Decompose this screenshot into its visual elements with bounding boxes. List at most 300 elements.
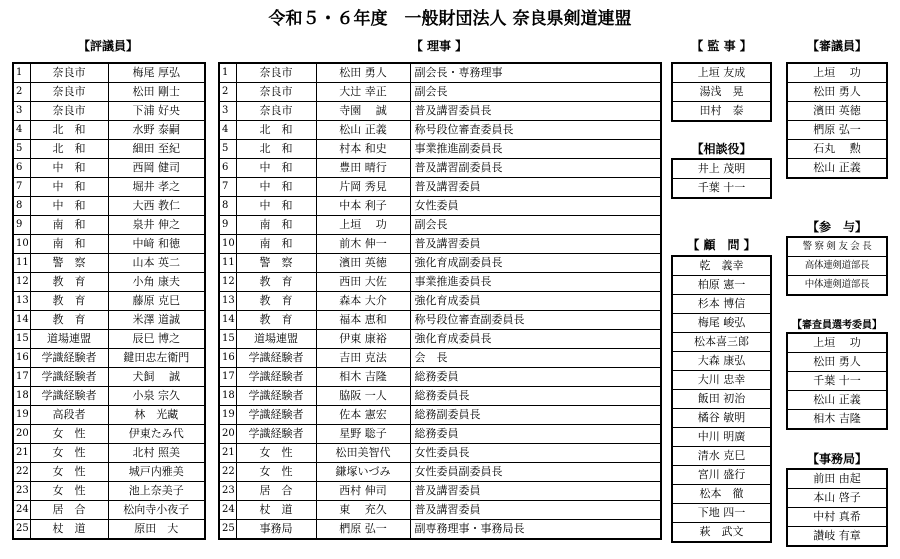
row-number: 15 (13, 330, 30, 349)
member-name: 湯浅 晃 (672, 83, 771, 102)
region: 教 育 (236, 292, 316, 311)
member-name: 本山 啓子 (787, 489, 887, 508)
jimukyoku-row (787, 469, 887, 489)
member-name: 中﨑 和徳 (108, 235, 205, 254)
member-name: 相木 吉隆 (316, 368, 410, 387)
hyogiin-header: 【評議員】 (77, 39, 138, 53)
member-name: 原田 大 (108, 520, 205, 540)
region: 高段者 (30, 406, 108, 425)
row-number: 13 (219, 292, 236, 311)
riji-row (219, 349, 661, 368)
jimukyoku-row (787, 527, 887, 547)
riji-row (219, 63, 661, 83)
shingiin-row (787, 63, 887, 83)
member-name: 濱田 英徳 (787, 102, 887, 121)
role: 事業推進委員長 (410, 273, 661, 292)
row-number: 8 (13, 197, 30, 216)
sodanyaku-row (672, 179, 771, 199)
hyogiin-row (13, 330, 205, 349)
row-number: 10 (13, 235, 30, 254)
riji-row (219, 121, 661, 140)
member-name: 米澤 道誠 (108, 311, 205, 330)
region: 女 性 (30, 463, 108, 482)
member-name: 乾 義幸 (672, 256, 771, 276)
member-name: 中村 真希 (787, 508, 887, 527)
riji-row (219, 254, 661, 273)
riji-row (219, 387, 661, 406)
riji-row (219, 140, 661, 159)
region: 北 和 (30, 140, 108, 159)
hyogiin-row (13, 368, 205, 387)
komon-row (672, 256, 771, 276)
region: 中 和 (30, 197, 108, 216)
riji-row (219, 368, 661, 387)
riji-row (219, 444, 661, 463)
role: 事業推進副委員長 (410, 140, 661, 159)
kanji-row (672, 83, 771, 102)
role: 普及講習委員長 (410, 102, 661, 121)
jimukyoku-table (786, 468, 888, 547)
hyogiin-row (13, 140, 205, 159)
hyogiin-row (13, 159, 205, 178)
row-number: 7 (13, 178, 30, 197)
row-number: 1 (219, 63, 236, 83)
hyogiin-table (12, 62, 206, 540)
region: 居 合 (30, 501, 108, 520)
senko-row (787, 372, 887, 391)
member-name: 中川 明廣 (672, 428, 771, 447)
hyogiin-row (13, 63, 205, 83)
hyogiin-row (13, 311, 205, 330)
member-name: 杉本 博信 (672, 295, 771, 314)
region: 奈良市 (236, 83, 316, 102)
region: 南 和 (30, 216, 108, 235)
shingiin-row (787, 121, 887, 140)
riji-row (219, 330, 661, 349)
komon-row (672, 333, 771, 352)
role: 副専務理事・事務局長 (410, 520, 661, 540)
row-number: 4 (219, 121, 236, 140)
row-number: 13 (13, 292, 30, 311)
region: 奈良市 (236, 102, 316, 121)
region: 事務局 (236, 520, 316, 540)
member-name: 松本 徹 (672, 485, 771, 504)
region: 警 察 (30, 254, 108, 273)
role: 副会長 (410, 83, 661, 102)
riji-table (218, 62, 662, 540)
region: 教 育 (30, 292, 108, 311)
sanyo-row (787, 276, 887, 296)
role: 普及講習委員 (410, 501, 661, 520)
senko-row (787, 353, 887, 372)
role: 普及講習委員 (410, 482, 661, 501)
member-name: 伊東たみ代 (108, 425, 205, 444)
member-name: 伊東 康裕 (316, 330, 410, 349)
member-name: 椚原 弘一 (316, 520, 410, 540)
role: 称号段位審査副委員長 (410, 311, 661, 330)
row-number: 5 (13, 140, 30, 159)
member-name: 藤原 克巳 (108, 292, 205, 311)
member-name: 飯田 初治 (672, 390, 771, 409)
member-name: 田村 泰 (672, 102, 771, 122)
hyogiin-row (13, 235, 205, 254)
member-name: 福本 恵和 (316, 311, 410, 330)
hyogiin-row (13, 520, 205, 540)
row-number: 18 (13, 387, 30, 406)
member-name: 水野 泰嗣 (108, 121, 205, 140)
hyogiin-row (13, 482, 205, 501)
row-number: 11 (219, 254, 236, 273)
member-name: 上垣 功 (316, 216, 410, 235)
row-number: 25 (13, 520, 30, 540)
row-number: 11 (13, 254, 30, 273)
member-name: 城戸内雅美 (108, 463, 205, 482)
kanji-row (672, 102, 771, 122)
komon-row (672, 276, 771, 295)
member-name: 脇阪 一人 (316, 387, 410, 406)
region: 中 和 (236, 178, 316, 197)
jimukyoku-row (787, 508, 887, 527)
member-name: 豊田 晴行 (316, 159, 410, 178)
hyogiin-row (13, 292, 205, 311)
region: 道場連盟 (30, 330, 108, 349)
region: 中 和 (30, 159, 108, 178)
row-number: 24 (219, 501, 236, 520)
region: 女 性 (30, 482, 108, 501)
row-number: 16 (219, 349, 236, 368)
member-name: 泉井 伸之 (108, 216, 205, 235)
member-name: 警 察 剣 友 会 長 (787, 237, 887, 257)
region: 女 性 (236, 444, 316, 463)
sanyo-row (787, 237, 887, 257)
region: 南 和 (236, 216, 316, 235)
row-number: 3 (219, 102, 236, 121)
row-number: 14 (219, 311, 236, 330)
row-number: 2 (13, 83, 30, 102)
member-name: 星野 聡子 (316, 425, 410, 444)
region: 南 和 (236, 235, 316, 254)
member-name: 西村 伸司 (316, 482, 410, 501)
region: 教 育 (30, 273, 108, 292)
member-name: 犬飼 誠 (108, 368, 205, 387)
member-name: 森本 大介 (316, 292, 410, 311)
komon-row (672, 295, 771, 314)
region: 教 育 (30, 311, 108, 330)
member-name: 椚原 弘一 (787, 121, 887, 140)
member-name: 上垣 功 (787, 63, 887, 83)
role: 総務委員長 (410, 387, 661, 406)
kanji-row (672, 63, 771, 83)
riji-header: 【 理事 】 (410, 39, 468, 53)
region: 女 性 (236, 463, 316, 482)
region: 学識経験者 (236, 368, 316, 387)
member-name: 梅尾 峻弘 (672, 314, 771, 333)
sodanyaku-row (672, 159, 771, 179)
riji-row (219, 425, 661, 444)
shingiin-row (787, 140, 887, 159)
region: 中 和 (30, 178, 108, 197)
komon-row (672, 485, 771, 504)
row-number: 25 (219, 520, 236, 540)
member-name: 柏原 憲一 (672, 276, 771, 295)
region: 杖 道 (236, 501, 316, 520)
region: 学識経験者 (236, 349, 316, 368)
row-number: 4 (13, 121, 30, 140)
region: 杖 道 (30, 520, 108, 540)
member-name: 大西 教仁 (108, 197, 205, 216)
row-number: 2 (219, 83, 236, 102)
hyogiin-row (13, 425, 205, 444)
hyogiin-row (13, 83, 205, 102)
member-name: 前田 由起 (787, 469, 887, 489)
member-name: 大川 忠幸 (672, 371, 771, 390)
member-name: 村本 和史 (316, 140, 410, 159)
komon-row (672, 523, 771, 543)
member-name: 松田 勇人 (316, 63, 410, 83)
hyogiin-row (13, 216, 205, 235)
member-name: 山本 英二 (108, 254, 205, 273)
row-number: 6 (13, 159, 30, 178)
role: 副会長・専務理事 (410, 63, 661, 83)
hyogiin-row (13, 102, 205, 121)
member-name: 井上 茂明 (672, 159, 771, 179)
member-name: 辰巳 博之 (108, 330, 205, 349)
komon-row (672, 390, 771, 409)
senko-row (787, 410, 887, 430)
region: 学識経験者 (30, 368, 108, 387)
role: 普及講習委員 (410, 178, 661, 197)
region: 居 合 (236, 482, 316, 501)
senko-header: 【審査員選考委員】 (792, 320, 882, 331)
member-name: 萩 武文 (672, 523, 771, 543)
komon-row (672, 466, 771, 485)
page-title: 令和５・６年度 一般財団法人 奈良県剣道連盟 (268, 9, 632, 29)
member-name: 松田 勇人 (787, 353, 887, 372)
hyogiin-row (13, 273, 205, 292)
hyogiin-row (13, 444, 205, 463)
member-name: 西岡 健司 (108, 159, 205, 178)
role: 女性委員副委員長 (410, 463, 661, 482)
member-name: 松田 剛士 (108, 83, 205, 102)
member-name: 北村 照美 (108, 444, 205, 463)
role: 副会長 (410, 216, 661, 235)
riji-row (219, 482, 661, 501)
region: 奈良市 (30, 83, 108, 102)
role: 女性委員長 (410, 444, 661, 463)
region: 警 察 (236, 254, 316, 273)
riji-row (219, 292, 661, 311)
region: 北 和 (236, 121, 316, 140)
role: 称号段位審査委員長 (410, 121, 661, 140)
row-number: 9 (219, 216, 236, 235)
row-number: 20 (219, 425, 236, 444)
sanyo-table (786, 236, 888, 296)
hyogiin-row (13, 463, 205, 482)
role: 総務副委員長 (410, 406, 661, 425)
riji-row (219, 197, 661, 216)
member-name: 林 光藏 (108, 406, 205, 425)
region: 教 育 (236, 273, 316, 292)
member-name: 片岡 秀見 (316, 178, 410, 197)
member-name: 讃岐 有章 (787, 527, 887, 547)
row-number: 1 (13, 63, 30, 83)
member-name: 西田 大佐 (316, 273, 410, 292)
member-name: 橘谷 敏明 (672, 409, 771, 428)
region: 教 育 (236, 311, 316, 330)
kanji-header: 【 監 事 】 (691, 39, 752, 53)
member-name: 千葉 十一 (787, 372, 887, 391)
komon-row (672, 409, 771, 428)
row-number: 7 (219, 178, 236, 197)
member-name: 上垣 功 (787, 333, 887, 353)
riji-row (219, 463, 661, 482)
komon-row (672, 314, 771, 333)
region: 道場連盟 (236, 330, 316, 349)
member-name: 鎌塚いづみ (316, 463, 410, 482)
region: 学識経験者 (236, 387, 316, 406)
shingiin-row (787, 102, 887, 121)
riji-row (219, 311, 661, 330)
senko-row (787, 333, 887, 353)
senko-row (787, 391, 887, 410)
sodanyaku-table (671, 158, 772, 199)
hyogiin-row (13, 178, 205, 197)
row-number: 22 (219, 463, 236, 482)
role: 会 長 (410, 349, 661, 368)
member-name: 宮川 盛行 (672, 466, 771, 485)
riji-row (219, 520, 661, 540)
member-name: 梅尾 厚弘 (108, 63, 205, 83)
role: 総務委員 (410, 368, 661, 387)
member-name: 松本喜三郎 (672, 333, 771, 352)
region: 学識経験者 (236, 425, 316, 444)
role: 普及講習委員 (410, 235, 661, 254)
hyogiin-row (13, 406, 205, 425)
shingiin-row (787, 159, 887, 179)
role: 強化育成委員長 (410, 330, 661, 349)
row-number: 19 (219, 406, 236, 425)
region: 学識経験者 (30, 349, 108, 368)
region: 奈良市 (236, 63, 316, 83)
senko-table (786, 332, 888, 430)
row-number: 16 (13, 349, 30, 368)
row-number: 6 (219, 159, 236, 178)
member-name: 大森 康弘 (672, 352, 771, 371)
member-name: 松山 正義 (787, 391, 887, 410)
row-number: 8 (219, 197, 236, 216)
row-number: 20 (13, 425, 30, 444)
row-number: 23 (219, 482, 236, 501)
region: 奈良市 (30, 63, 108, 83)
riji-row (219, 83, 661, 102)
row-number: 21 (13, 444, 30, 463)
riji-row (219, 235, 661, 254)
riji-row (219, 216, 661, 235)
shingiin-table (786, 62, 888, 179)
shingiin-row (787, 83, 887, 102)
hyogiin-row (13, 501, 205, 520)
sanyo-row (787, 257, 887, 276)
riji-row (219, 406, 661, 425)
row-number: 19 (13, 406, 30, 425)
region: 女 性 (30, 425, 108, 444)
member-name: 下地 四一 (672, 504, 771, 523)
komon-row (672, 447, 771, 466)
row-number: 24 (13, 501, 30, 520)
member-name: 相木 吉隆 (787, 410, 887, 430)
member-name: 高体連剣道部長 (787, 257, 887, 276)
row-number: 12 (219, 273, 236, 292)
member-name: 堀井 孝之 (108, 178, 205, 197)
riji-row (219, 178, 661, 197)
row-number: 14 (13, 311, 30, 330)
role: 強化育成委員 (410, 292, 661, 311)
row-number: 10 (219, 235, 236, 254)
jimukyoku-row (787, 489, 887, 508)
member-name: 佐本 憲宏 (316, 406, 410, 425)
row-number: 22 (13, 463, 30, 482)
riji-row (219, 273, 661, 292)
row-number: 17 (13, 368, 30, 387)
member-name: 寺園 誠 (316, 102, 410, 121)
region: 北 和 (236, 140, 316, 159)
role: 普及講習副委員長 (410, 159, 661, 178)
role: 強化育成副委員長 (410, 254, 661, 273)
member-name: 松向寺小夜子 (108, 501, 205, 520)
hyogiin-row (13, 197, 205, 216)
region: 学識経験者 (30, 387, 108, 406)
member-name: 細田 至紀 (108, 140, 205, 159)
member-name: 鍵田忠左衛門 (108, 349, 205, 368)
shingiin-header: 【審議員】 (806, 39, 867, 53)
member-name: 吉田 克法 (316, 349, 410, 368)
row-number: 5 (219, 140, 236, 159)
member-name: 松田美智代 (316, 444, 410, 463)
member-name: 下浦 好央 (108, 102, 205, 121)
region: 学識経験者 (236, 406, 316, 425)
row-number: 17 (219, 368, 236, 387)
jimukyoku-header: 【事務局】 (806, 452, 867, 466)
region: 北 和 (30, 121, 108, 140)
riji-row (219, 102, 661, 121)
role: 総務委員 (410, 425, 661, 444)
row-number: 23 (13, 482, 30, 501)
hyogiin-row (13, 121, 205, 140)
member-name: 千葉 十一 (672, 179, 771, 199)
komon-row (672, 504, 771, 523)
member-name: 濱田 英徳 (316, 254, 410, 273)
region: 中 和 (236, 197, 316, 216)
row-number: 21 (219, 444, 236, 463)
komon-row (672, 352, 771, 371)
riji-row (219, 159, 661, 178)
komon-row (672, 371, 771, 390)
member-name: 東 充久 (316, 501, 410, 520)
row-number: 12 (13, 273, 30, 292)
row-number: 15 (219, 330, 236, 349)
region: 南 和 (30, 235, 108, 254)
region: 中 和 (236, 159, 316, 178)
member-name: 小泉 宗久 (108, 387, 205, 406)
sodanyaku-header: 【相談役】 (691, 142, 752, 156)
member-name: 上垣 友成 (672, 63, 771, 83)
region: 女 性 (30, 444, 108, 463)
member-name: 池上奈美子 (108, 482, 205, 501)
member-name: 大辻 幸正 (316, 83, 410, 102)
member-name: 石丸 勲 (787, 140, 887, 159)
member-name: 小角 康夫 (108, 273, 205, 292)
member-name: 松山 正義 (316, 121, 410, 140)
